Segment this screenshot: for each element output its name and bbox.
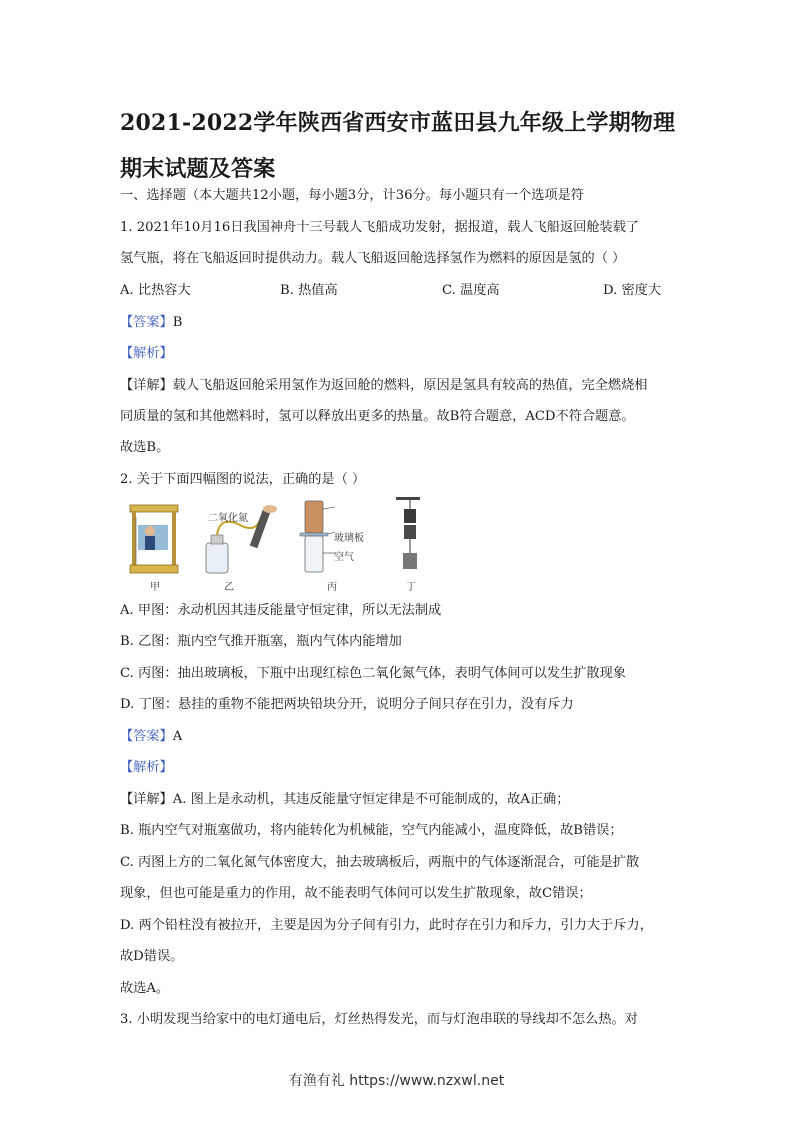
q3-stem-line1: 3. 小明发现当给家中的电灯通电后，灯丝热得发光，而与灯泡串联的导线却不怎么热。对 xyxy=(120,1012,638,1027)
q1-option-d: D. 密度大 xyxy=(603,283,662,298)
figure-annotation-no2: 二氧化氮 xyxy=(208,513,248,524)
q1-option-c: C. 温度高 xyxy=(442,283,500,298)
q2-conclusion: 故选A。 xyxy=(120,981,170,996)
analysis-tag: 【解析】 xyxy=(120,346,173,361)
q2-stem: 2. 关于下面四幅图的说法，正确的是（ ） xyxy=(120,472,366,487)
figure-annotation-air: 空气 xyxy=(334,552,354,563)
q1-option-a: A. 比热容大 xyxy=(120,283,191,298)
detail-text: 载人飞船返回舱采用氢作为返回舱的燃料，原因是氢具有较高的热值，完全燃烧相 xyxy=(172,378,648,393)
q2-option-a: A. 甲图：永动机因其违反能量守恒定律，所以无法制成 xyxy=(120,603,442,618)
q1-detail-line2: 同质量的氢和其他燃料时，氢可以释放出更多的热量。故B符合题意，ACD不符合题意。 xyxy=(120,409,635,424)
q1-answer xyxy=(120,313,182,333)
q1-detail-line1 xyxy=(120,376,648,396)
figure-label-bing: 丙 xyxy=(327,582,337,593)
q2-detail-a xyxy=(120,790,569,810)
answer-value: B xyxy=(172,315,183,330)
q2-detail-c1: C. 丙图上方的二氧化氮气体密度大，抽去玻璃板后，两瓶中的气体逐渐混合，可能是扩散 xyxy=(120,855,640,870)
page-title: 2021-2022学年陕西省西安市蓝田县九年级上学期物理期末试题及答案 xyxy=(120,110,676,182)
section-heading: 一、选择题（本大题共12小题，每小题3分，计36分。每小题只有一个选项是符 xyxy=(120,188,584,203)
q1-option-b: B. 热值高 xyxy=(280,283,338,298)
q1-conclusion: 故选B。 xyxy=(120,440,170,455)
diffusion-jars-figure xyxy=(300,501,335,572)
q2-detail-d1: D. 两个铅柱没有被拉开，主要是因为分子间有引力，此时存在引力和斥力，引力大于斥力， xyxy=(120,918,653,933)
answer-tag: 【答案】 xyxy=(120,315,173,330)
q1-stem-line1: 1. 2021年10月16日我国神舟十三号载人飞船成功发射，据报道，载人飞船返回舱装载了 xyxy=(120,220,640,235)
answer-tag: 【答案】 xyxy=(120,729,173,744)
answer-value: A xyxy=(172,729,183,744)
q2-answer xyxy=(120,727,182,747)
q2-detail-c2: 现象，但也可能是重力的作用，故不能表明气体间可以发生扩散现象，故C错误； xyxy=(120,886,592,901)
q2-figures xyxy=(120,495,420,595)
detail-tag: 【详解】 xyxy=(120,792,173,807)
q2-detail-b: B. 瓶内空气对瓶塞做功，将内能转化为机械能，空气内能减小，温度降低，故B错误； xyxy=(120,823,623,838)
q2-analysis xyxy=(120,758,173,778)
footer-watermark: 有渔有礼 https://www.nzxwl.net xyxy=(288,1073,505,1089)
q1-stem-line2: 氢气瓶，将在飞船返回时提供动力。载人飞船返回舱选择氢作为燃料的原因是氢的（ ） xyxy=(120,251,626,266)
q2-option-b: B. 乙图：瓶内空气推开瓶塞，瓶内气体内能增加 xyxy=(120,634,402,649)
figure-label-ding: 丁 xyxy=(406,582,416,593)
figure-annotation-glass: 玻璃板 xyxy=(334,533,364,544)
figure-label-jia: 甲 xyxy=(150,582,160,593)
q2-option-d: D. 丁图：悬挂的重物不能把两块铅块分开，说明分子间只存在引力，没有斥力 xyxy=(120,697,574,712)
detail-tag: 【详解】 xyxy=(120,378,173,393)
analysis-tag: 【解析】 xyxy=(120,760,173,775)
lead-blocks-figure xyxy=(396,497,420,569)
detail-text: A. 图上是永动机，其违反能量守恒定律是不可能制成的，故A正确； xyxy=(172,792,570,807)
q2-detail-d2: 故D错误。 xyxy=(120,949,184,964)
figure-label-yi: 乙 xyxy=(224,582,234,593)
q2-option-c: C. 丙图：抽出玻璃板，下瓶中出现红棕色二氧化氮气体，表明气体间可以发生扩散现象 xyxy=(120,666,626,681)
q1-analysis xyxy=(120,344,173,364)
perpetual-motion-figure xyxy=(130,505,178,573)
